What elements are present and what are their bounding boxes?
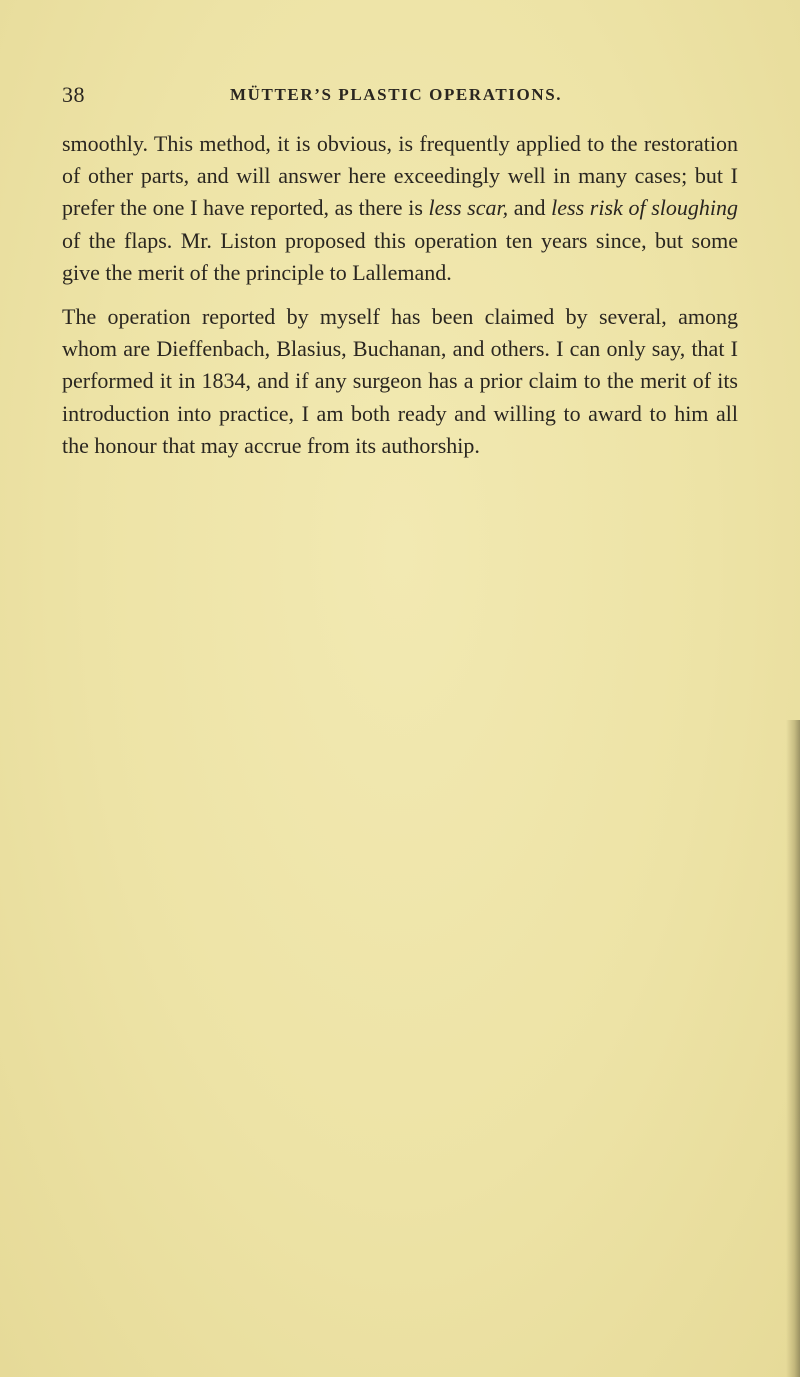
emphasis-less-scar: less scar, xyxy=(428,195,509,221)
page-number: 38 xyxy=(62,82,85,107)
paragraph-1-segment-1: smoothly. This method, it is obvious, is frequently applied to the restoration of other parts, and will answer here exceedingly well in many cases; but I prefer the one I have reported, as there is xyxy=(62,131,738,221)
page-header xyxy=(62,82,738,112)
paragraph-2-segment-1: The operation reported by myself has been claimed by several, among whom are Dieffenbach, Blasius, Buchanan, and others. I can only say, that I performed it in 1834, and if any surgeon has a prior claim to the merit of its introduction into practice, I am both ready and willing to award to him all the honour that may accrue from its authorship. xyxy=(62,304,738,458)
running-head: MÜTTER’S PLASTIC OPERATIONS. xyxy=(230,85,563,104)
body-text xyxy=(62,128,738,462)
paragraph-1-segment-5: of the flaps. Mr. Liston proposed this operation ten years since, but some give the merit of the principle to Lallemand. xyxy=(62,227,738,285)
paragraph-1 xyxy=(62,128,738,289)
emphasis-less-risk-of-sloughing: less risk of sloughing xyxy=(551,195,738,221)
paragraph-1-segment-3: and xyxy=(508,195,552,221)
page-edge-shadow xyxy=(786,720,800,1377)
paragraph-2 xyxy=(62,301,738,462)
